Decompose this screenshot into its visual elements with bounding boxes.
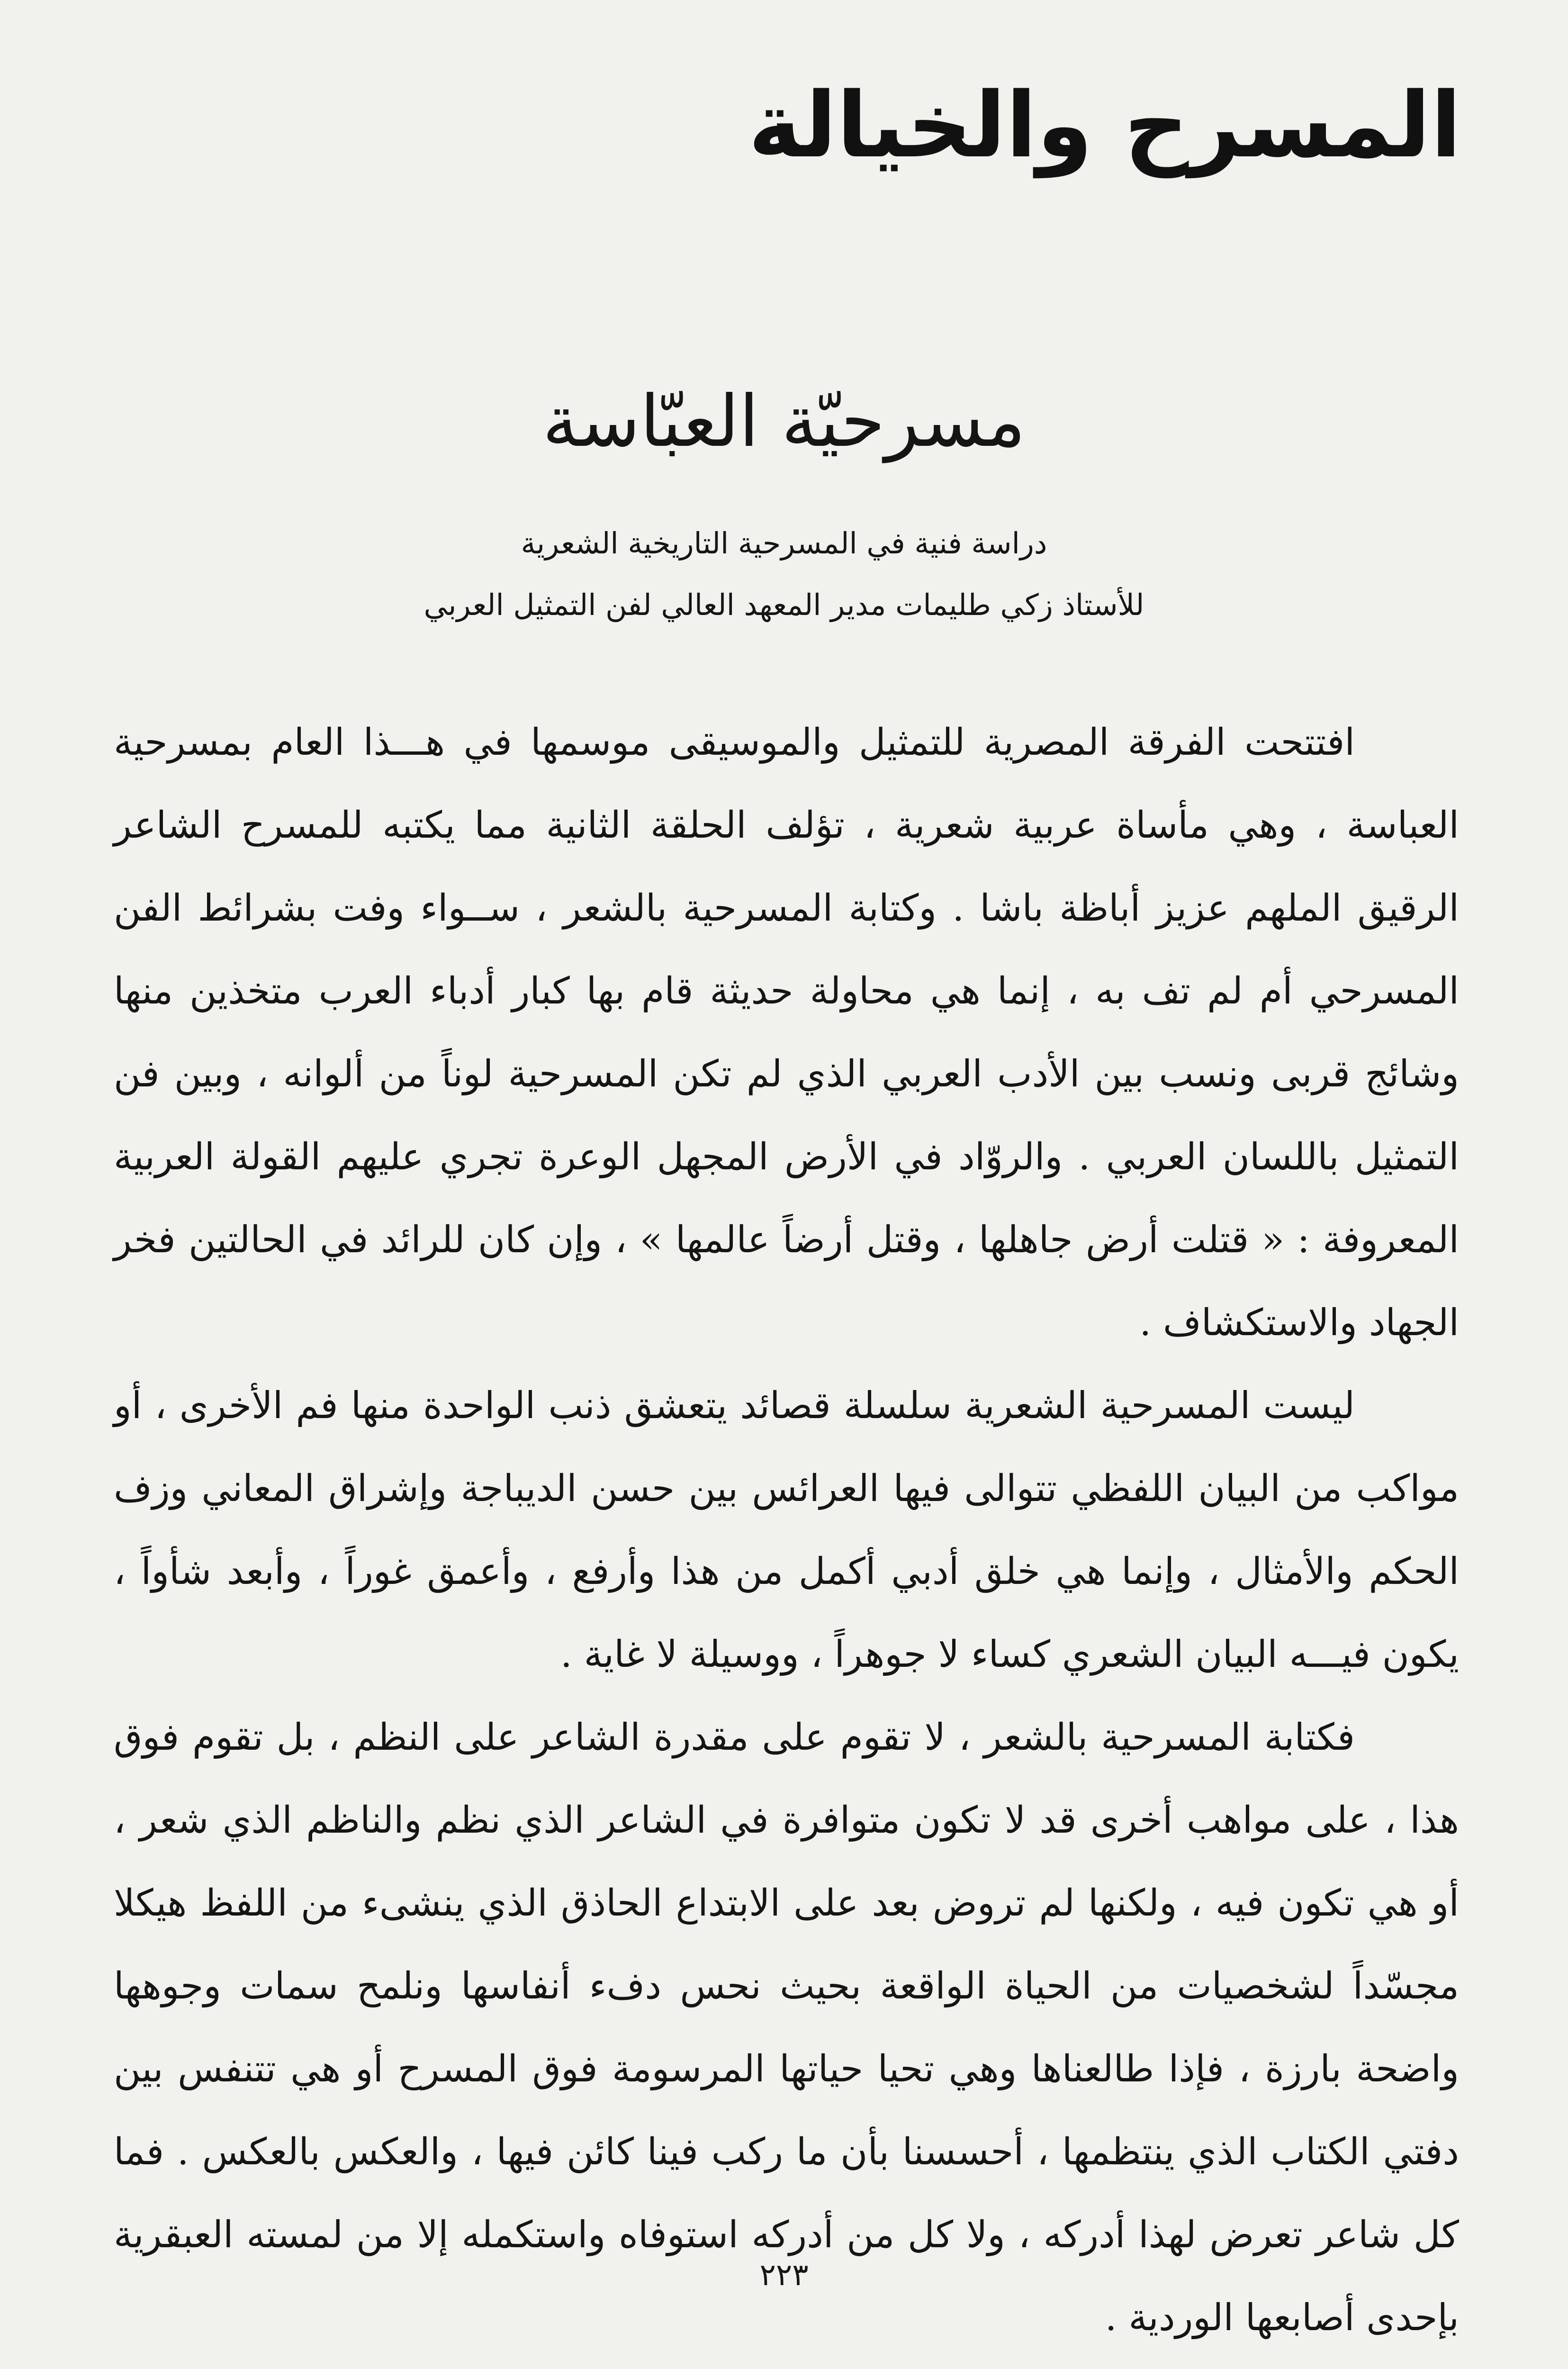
paragraph-2: ليست المسرحية الشعرية سلسلة قصائد يتعشق ذنب الواحدة منها فم الأخرى ، أو مواكب من البيان اللفظي تتوالى فيها العرائس بين حسن الديباجة وإشراق المعاني وزف الحكم والأمثال ، وإنما هي خلق أدبي أكمل من هذا وأرفع ، وأعمق غوراً ، وأبعد شأواً ، يكون فيـــه البيان الشعري كساء لا جوهراً ، ووسيلة لا غاية . bbox=[114, 1384, 1459, 1676]
paragraph-1: افتتحت الفرقة المصرية للتمثيل والموسيقى موسمها في هـــذا العام بمسرحية العباسة ، وهي مأساة عربية شعرية ، تؤلف الحلقة الثانية مما يكتبه للمسرح الشاعر الرقيق الملهم عزيز أباظة باشا . وكتابة المسرحية بالشعر ، ســواء وفت بشرائط الفن المسرحي أم لم تف به ، إنما هي محاولة حديثة قام بها كبار أدباء العرب متخذين منها وشائج قربى ونسب بين الأدب العربي الذي لم تكن المسرحية لوناً من ألوانه ، وبين فن التمثيل باللسان العربي . والروّاد في الأرض المجهل الوعرة تجري عليهم القولة العربية المعروفة : « قتلت أرض جاهلها ، وقتل أرضاً عالمها » ، وإن كان للرائد في الحالتين فخر الجهاد والاستكشاف . bbox=[114, 721, 1459, 1344]
paragraph-3: فكتابة المسرحية بالشعر ، لا تقوم على مقدرة الشاعر على النظم ، بل تقوم فوق هذا ، على مواهب أخرى قد لا تكون متوافرة في الشاعر الذي نظم والناظم الذي شعر ، أو هي تكون فيه ، ولكنها لم تروض بعد على الابتداع الحاذق الذي ينشىء من اللفظ هيكلا مجسّداً لشخصيات من الحياة الواقعة بحيث نحس دفء أنفاسها ونلمح سمات وجوهها واضحة بارزة ، فإذا طالعناها وهي تحيا حياتها المرسومة فوق المسرح أو هي تتنفس بين دفتي الكتاب الذي ينتظمها ، أحسسنا بأن ما ركب فينا كائن فيها ، والعكس بالعكس . فما كل شاعر تعرض لهذا أدركه ، ولا كل من أدركه استوفاه واستكمله إلا من لمسته العبقرية بإحدى أصابعها الوردية . bbox=[114, 1716, 1459, 2339]
article-body bbox=[114, 701, 1459, 2360]
magazine-section-masthead: المسرح والخيالة bbox=[748, 73, 1461, 178]
page-number: ٢٢٣ bbox=[759, 2258, 809, 2293]
article-byline: للأستاذ زكي طليمات مدير المعهد العالي لفن التمثيل العربي bbox=[424, 588, 1144, 622]
article-title: مسرحيّة العبّاسة bbox=[542, 380, 1026, 463]
article-subtitle: دراسة فنية في المسرحية التاريخية الشعرية bbox=[521, 526, 1047, 561]
